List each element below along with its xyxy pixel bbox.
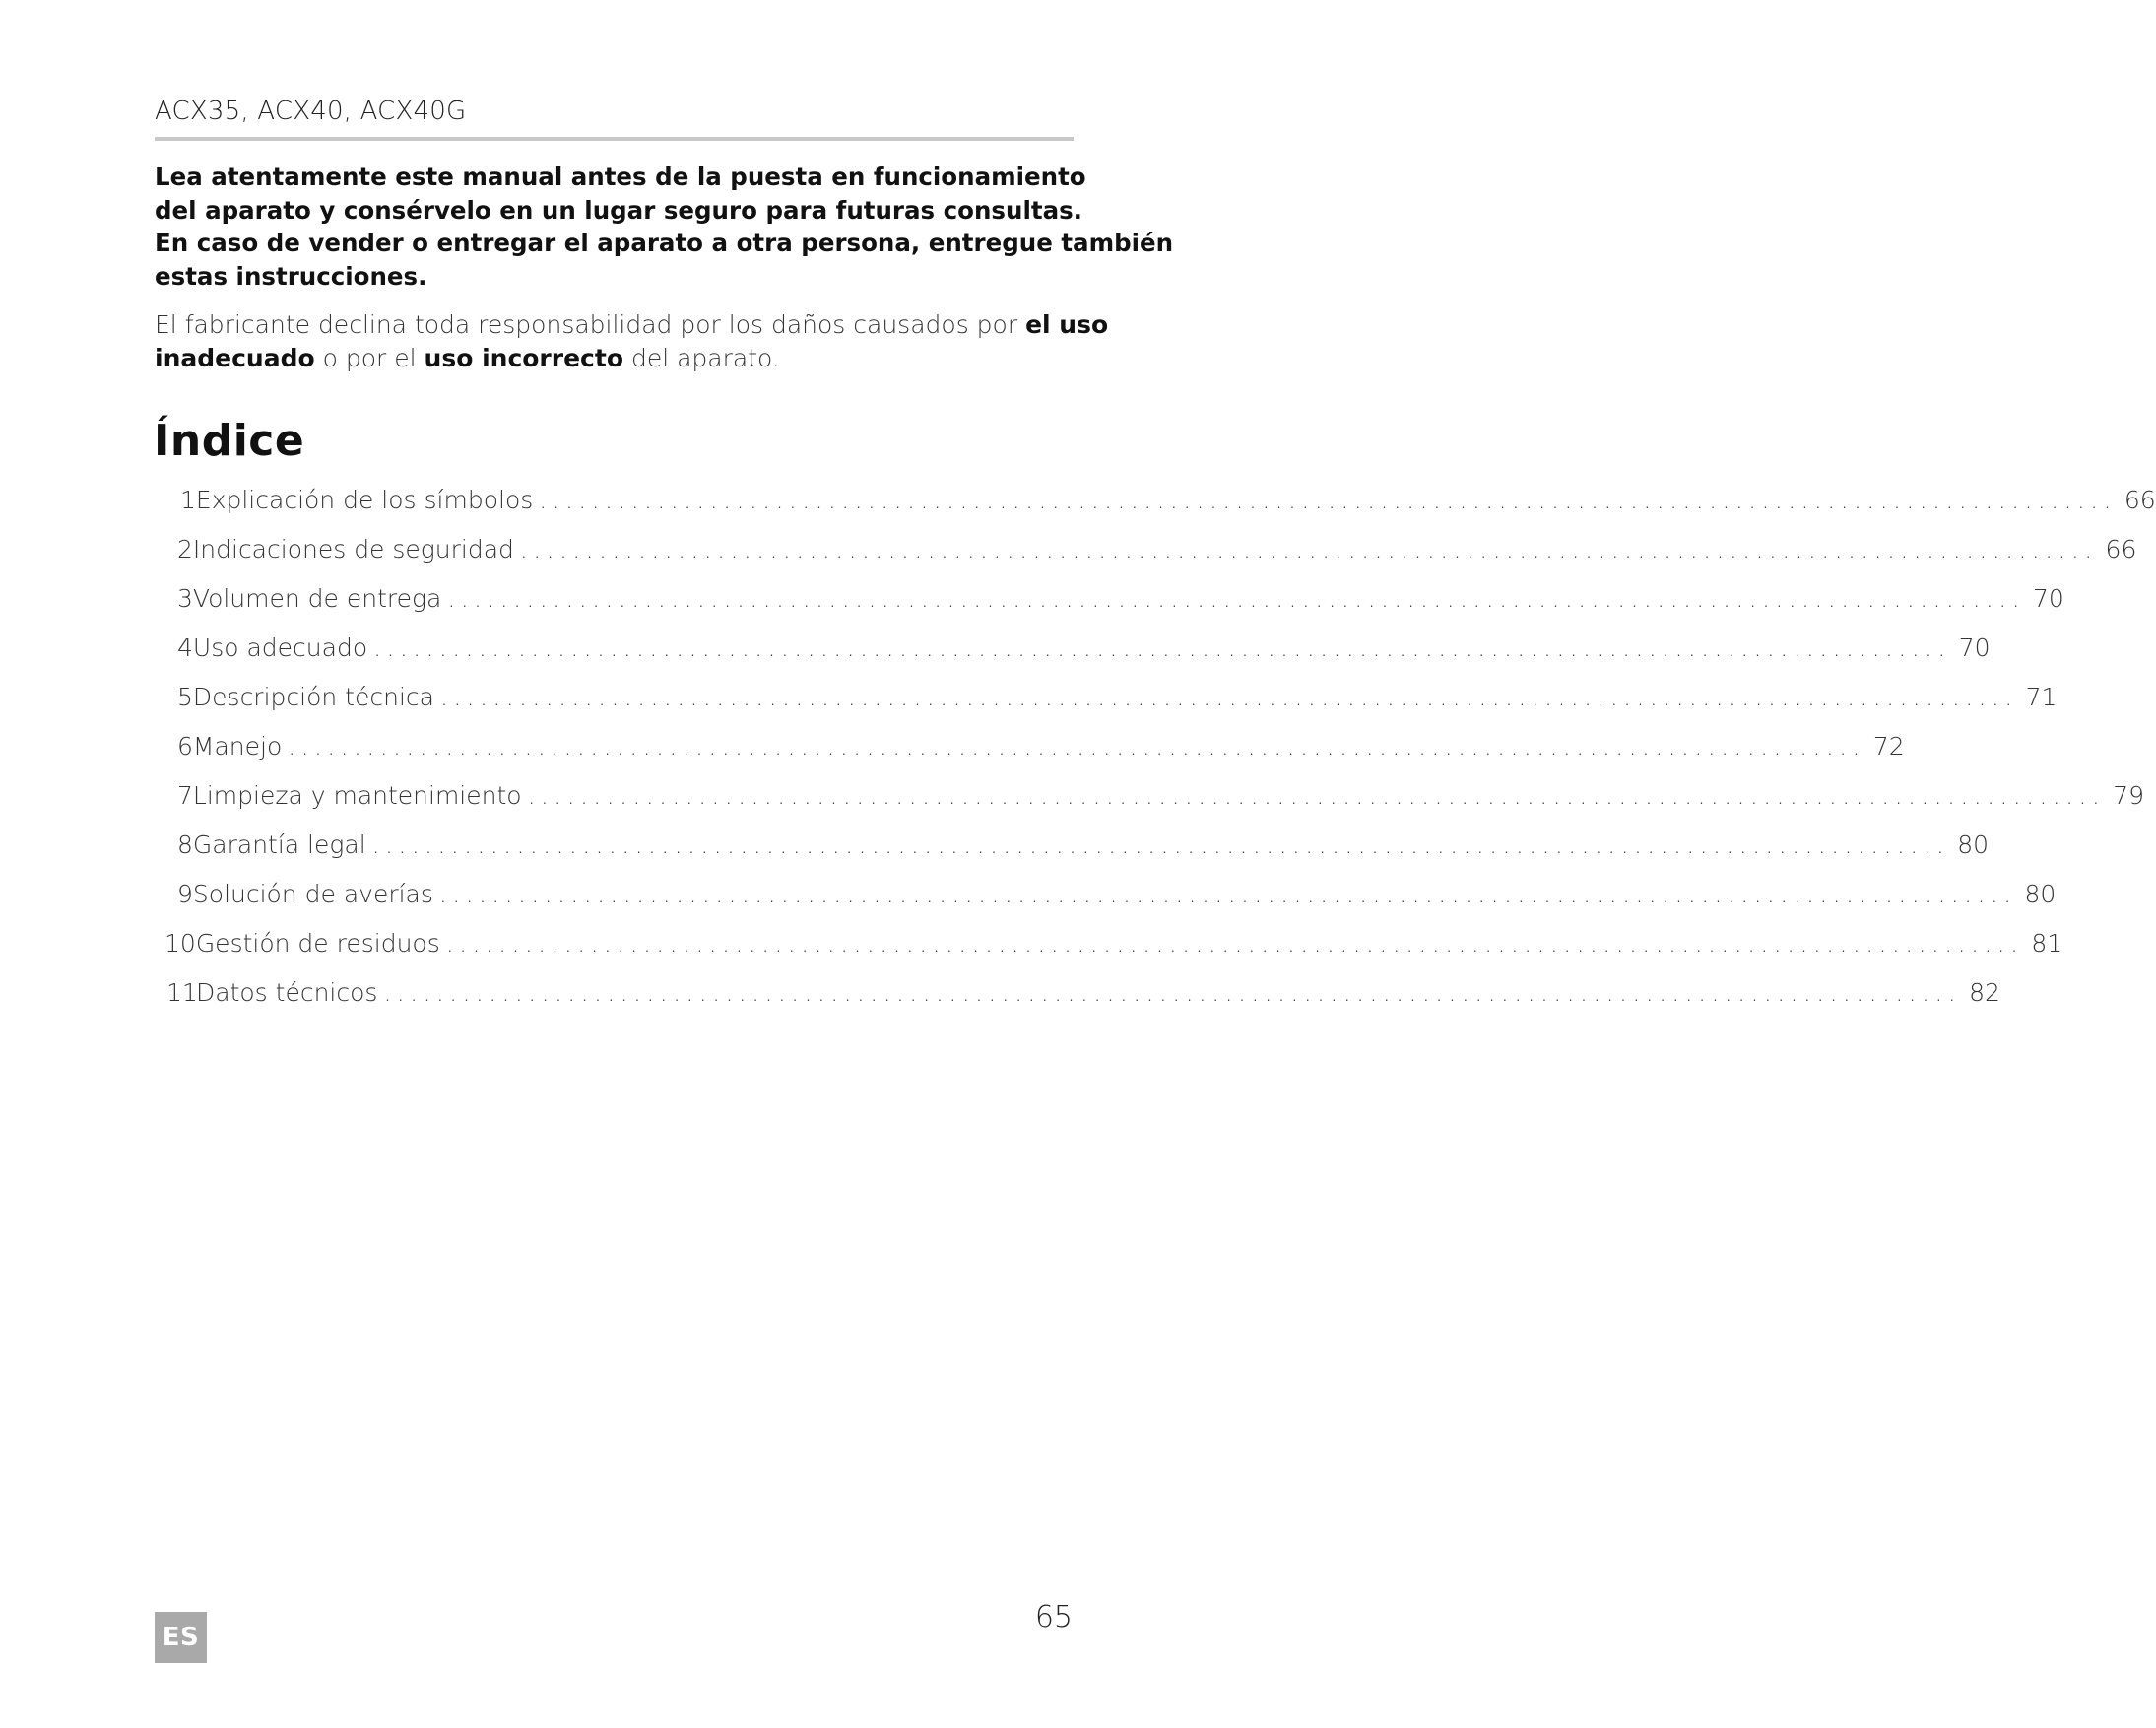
- toc-leader-dots: ........................................................................................................................: [447, 584, 2025, 613]
- toc-entry-page: 79: [2113, 781, 2145, 810]
- toc-entry-page: 66: [2123, 486, 2156, 514]
- toc-entry-number: 5: [177, 683, 193, 711]
- toc-entry[interactable]: [177, 831, 1990, 866]
- toc-entry-page: 70: [1958, 633, 1991, 662]
- toc-entry[interactable]: [180, 486, 2156, 521]
- header-divider: [155, 137, 1074, 141]
- intro-line: Lea atentamente este manual antes de la puesta en funcionamiento: [155, 163, 1086, 191]
- toc-entry-page: 66: [2105, 535, 2137, 564]
- intro-warning: [155, 161, 1174, 293]
- toc-leader-dots: ........................................................................................................................: [539, 486, 2117, 514]
- toc-entry-number: 4: [177, 633, 193, 662]
- toc-entry-page: 70: [2032, 584, 2064, 613]
- language-badge: ES: [155, 1612, 207, 1663]
- intro-line: En caso de vender o entregar el aparato a otra persona, entregue también: [155, 229, 1174, 257]
- toc-entry[interactable]: [177, 535, 2137, 570]
- toc-entry-number: 9: [177, 880, 193, 908]
- disclaimer-text: del aparato.: [623, 343, 780, 372]
- toc-leader-dots: ........................................................................................................................: [445, 929, 2024, 958]
- toc-entry-title: Datos técnicos: [196, 978, 378, 1007]
- toc-entry-title: Descripción técnica: [192, 683, 434, 711]
- toc-entry-title: Indicaciones de seguridad: [192, 535, 514, 564]
- toc-entry-title: Solución de averías: [192, 880, 433, 908]
- toc-entry[interactable]: [166, 978, 2000, 1014]
- toc-entry-title: Manejo: [192, 732, 283, 761]
- toc-entry[interactable]: [164, 929, 2063, 964]
- toc-leader-dots: ........................................................................................................................: [438, 880, 2017, 908]
- toc-entry-number: 6: [177, 732, 193, 761]
- disclaimer-emphasis: el uso: [1025, 310, 1109, 339]
- disclaimer-text: o por el: [314, 343, 425, 372]
- toc-entry[interactable]: [177, 683, 2058, 718]
- toc-entry-title: Explicación de los símbolos: [195, 486, 534, 514]
- disclaimer-emphasis: inadecuado: [155, 343, 315, 372]
- toc-entry-number: 1: [180, 486, 196, 514]
- toc-entry-number: 8: [177, 831, 193, 859]
- toc-leader-dots: ........................................................................................................................: [371, 831, 1950, 859]
- disclaimer-line-1: [155, 310, 1108, 339]
- toc-entry-page: 72: [1872, 732, 1905, 761]
- toc-leader-dots: ........................................................................................................................: [519, 535, 2098, 564]
- toc-entry[interactable]: [177, 732, 1905, 767]
- toc-entry-title: Limpieza y mantenimiento: [192, 781, 522, 810]
- disclaimer-emphasis: uso incorrecto: [424, 343, 623, 372]
- toc-entry-title: Uso adecuado: [192, 633, 368, 662]
- toc-entry[interactable]: [177, 584, 2064, 620]
- toc-entry-page: 71: [2025, 683, 2058, 711]
- disclaimer-line-2: [155, 344, 780, 372]
- toc-entry-page: 80: [2024, 880, 2057, 908]
- intro-line: del aparato y consérvelo en un lugar seguro para futuras consultas.: [155, 195, 1082, 225]
- toc-entry-number: 11: [166, 978, 198, 1007]
- toc-entry-number: 2: [177, 535, 193, 564]
- toc-entry[interactable]: [177, 880, 2057, 915]
- toc-entry-page: 80: [1957, 831, 1990, 859]
- toc-entry-number: 3: [177, 584, 193, 613]
- toc-entry-page: 81: [2031, 929, 2063, 958]
- liability-disclaimer: [155, 308, 1109, 374]
- index-title: Índice: [154, 416, 305, 466]
- toc-entry-number: 7: [177, 781, 193, 810]
- toc-entry[interactable]: [177, 633, 1991, 669]
- toc-entry-title: Garantía legal: [192, 831, 366, 859]
- toc-leader-dots: ........................................................................................................................: [527, 781, 2106, 810]
- disclaimer-text: El fabricante declina toda responsabilidad por los daños causados por: [155, 310, 1026, 339]
- toc-entry-number: 10: [164, 929, 196, 958]
- toc-leader-dots: ........................................................................................................................: [373, 633, 1951, 662]
- toc-entry-page: 82: [1969, 978, 2000, 1007]
- toc-leader-dots: ........................................................................................................................: [383, 978, 1962, 1007]
- toc-leader-dots: ........................................................................................................................: [439, 683, 2018, 711]
- toc-leader-dots: ........................................................................................................................: [288, 732, 1865, 761]
- toc-entry-title: Gestión de residuos: [195, 929, 440, 958]
- intro-line: estas instrucciones.: [155, 261, 427, 291]
- toc-entry[interactable]: [177, 781, 2145, 817]
- page-number: 65: [1034, 1600, 1073, 1634]
- document-header-models: ACX35, ACX40, ACX40G: [155, 97, 467, 126]
- toc-entry-title: Volumen de entrega: [192, 584, 442, 613]
